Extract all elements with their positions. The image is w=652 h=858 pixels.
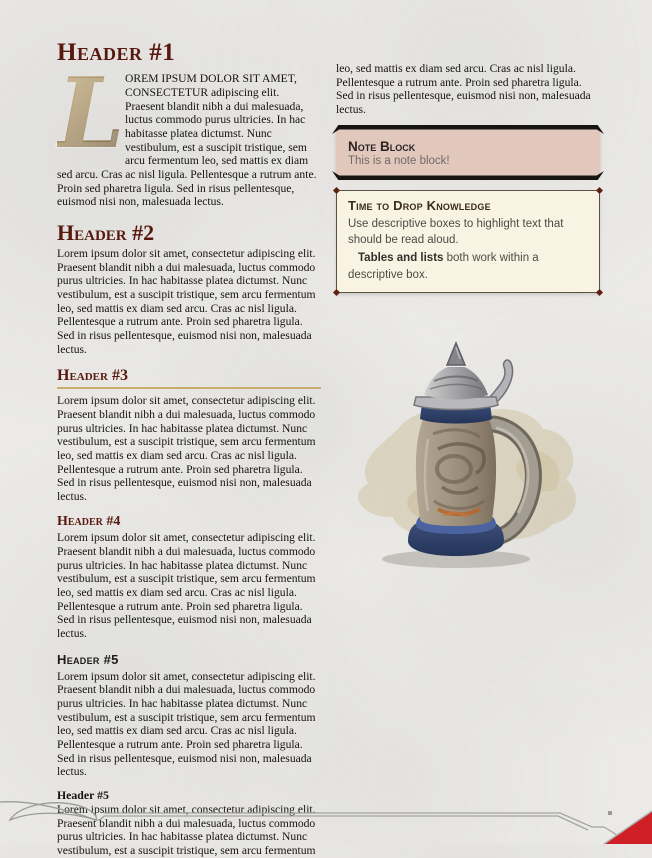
- descriptive-box-line2-rest: both work within a descriptive box.: [348, 252, 539, 281]
- note-block-bottom-bar: [332, 171, 604, 180]
- paragraph-6: Lorem ipsum dolor sit amet, consectetur adipiscing elit. Praesent blandit nibh a dui malesuada, luctus commodo purus ultricies. In hac habitasse platea dictumst. Nunc vestibulum, est a suscipit tristique, sem arcu fermentum: [57, 803, 316, 858]
- header-1: Header #1: [57, 39, 176, 66]
- header-4: Header #4: [57, 513, 121, 529]
- note-block-top-bar: [332, 125, 604, 134]
- paragraph-4: Lorem ipsum dolor sit amet, consectetur adipiscing elit. Praesent blandit nibh a dui malesuada, luctus commodo purus ultricies. In hac habitasse platea dictumst. Nunc vestibulum, est a suscipit tristique, sem arcu fermentum leo, sed mattis ex diam sed arcu. Cras ac nisl ligula. Pellentesque a rutrum ante. Proin sed pharetra ligula. Sed in risus pellentesque, euismod nisi non, malesuada lectus.: [57, 531, 316, 640]
- paragraph-5: Lorem ipsum dolor sit amet, consectetur adipiscing elit. Praesent blandit nibh a dui malesuada, luctus commodo purus ultricies. In hac habitasse platea dictumst. Nunc vestibulum, est a suscipit tristique, sem arcu fermentum leo, sed mattis ex diam sed arcu. Cras ac nisl ligula. Pellentesque a rutrum ante. Proin sed pharetra ligula. Sed in risus pellentesque, euismod nisi non, malesuada lectus.: [57, 669, 316, 779]
- corner-dot-icon: [333, 187, 340, 194]
- drop-cap-letter: L: [57, 57, 125, 171]
- header-2: Header #2: [57, 219, 155, 245]
- header-5: Header #5: [57, 651, 119, 667]
- corner-dot-icon: [596, 187, 603, 194]
- paragraph-dropcap-text: OREM IPSUM DOLOR SIT AMET, CONSECTETUR adipiscing elit. Praesent blandit nibh a dui malesuada, luctus commodo purus ultricies. In hac habitasse platea dictumst. Nunc vestibulum, est a suscipit tristique, sem arcu fermentum leo, sed mattis ex diam sed arcu. Cras ac nisl ligula. Pellentesque a rutrum ante. Proin sed pharetra ligula. Sed in risus pellentesque, euismod nisi non, malesuada lectus.: [57, 72, 317, 209]
- paragraph-continued: leo, sed mattis ex diam sed arcu. Cras ac nisl ligula. Pellentesque a rutrum ante. Proin sed pharetra ligula. Sed in risus pellentesque, euismod nisi non, malesuada lectus.: [336, 62, 591, 117]
- ribbon-bar-icon: [332, 125, 604, 134]
- beer-stein-illustration: [338, 319, 600, 592]
- note-block-text: This is a note block!: [348, 154, 450, 167]
- descriptive-box-line2-bold: Tables and lists: [358, 252, 444, 265]
- descriptive-box-line2: [348, 250, 588, 283]
- note-block-title: Note Block: [348, 138, 416, 154]
- note-block: [336, 129, 600, 176]
- descriptive-box-line1: Use descriptive boxes to highlight text that should be read aloud.: [348, 217, 564, 247]
- corner-dot-icon: [596, 289, 603, 296]
- corner-dot-icon: [333, 289, 340, 296]
- descriptive-box-title: Time to Drop Knowledge: [348, 197, 491, 213]
- ribbon-bar-icon: [332, 171, 604, 180]
- paragraph-dropcap: [57, 57, 321, 209]
- left-column: [57, 39, 321, 858]
- note-block-body: [336, 129, 600, 176]
- header-3: Header #3: [57, 368, 321, 389]
- paragraph-3: Lorem ipsum dolor sit amet, consectetur adipiscing elit. Praesent blandit nibh a dui malesuada, luctus commodo purus ultricies. In hac habitasse platea dictumst. Nunc vestibulum, est a suscipit tristique, sem arcu fermentum leo, sed mattis ex diam sed arcu. Cras ac nisl ligula. Pellentesque a rutrum ante. Proin sed pharetra ligula. Sed in risus pellentesque, euismod nisi non, malesuada lectus.: [57, 394, 316, 503]
- descriptive-box: [336, 190, 600, 294]
- right-column: [336, 62, 600, 808]
- beer-stein-icon: [338, 319, 590, 587]
- header-5-bold: Header #5: [57, 788, 109, 803]
- paragraph-2: Lorem ipsum dolor sit amet, consectetur adipiscing elit. Praesent blandit nibh a dui malesuada, luctus commodo purus ultricies. In hac habitasse platea dictumst. Nunc vestibulum, est a suscipit tristique, sem arcu fermentum leo, sed mattis ex diam sed arcu. Cras ac nisl ligula. Pellentesque a rutrum ante. Proin sed pharetra ligula. Sed in risus pellentesque, euismod nisi non, malesuada lectus.: [57, 247, 316, 356]
- page-footer: [0, 798, 652, 844]
- footer-border-icon: [0, 798, 652, 844]
